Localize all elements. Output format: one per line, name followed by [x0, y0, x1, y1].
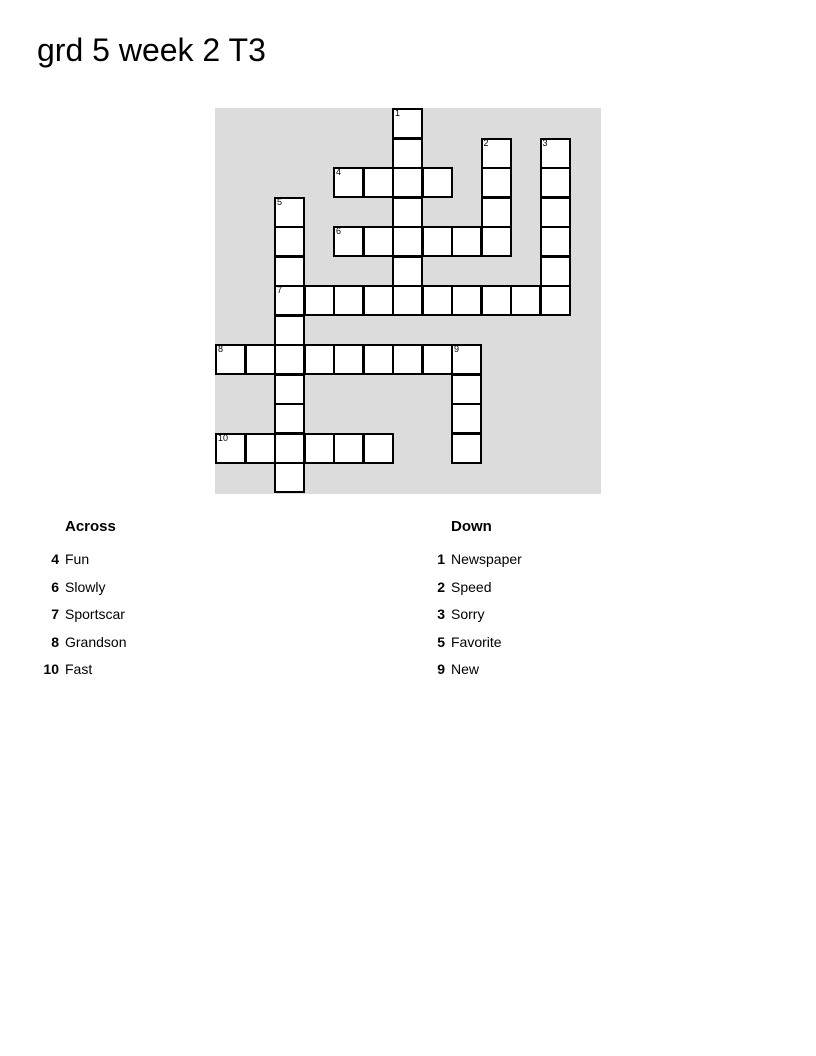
clue-number: 3 — [437, 606, 445, 622]
grid-cell[interactable] — [363, 433, 394, 464]
grid-cell[interactable] — [363, 285, 394, 316]
grid-cell[interactable] — [333, 285, 364, 316]
grid-cell[interactable] — [274, 433, 305, 464]
grid-cell[interactable] — [215, 344, 246, 375]
grid-cell[interactable] — [540, 226, 571, 257]
grid-cell[interactable] — [304, 344, 335, 375]
grid-cell[interactable] — [392, 108, 423, 139]
grid-cell[interactable] — [540, 197, 571, 228]
grid-cell[interactable] — [274, 462, 305, 493]
clue-text: Slowly — [65, 579, 106, 595]
clue-number: 5 — [437, 634, 445, 650]
grid-cell[interactable] — [274, 197, 305, 228]
grid-cell[interactable] — [481, 197, 512, 228]
grid-cell[interactable] — [392, 226, 423, 257]
cell-number: 1 — [395, 108, 401, 118]
clue-text: Newspaper — [451, 551, 522, 567]
clue-number: 7 — [51, 606, 59, 622]
clue-number: 2 — [437, 579, 445, 595]
grid-cell[interactable] — [392, 167, 423, 198]
grid-cell[interactable] — [304, 285, 335, 316]
grid-cell[interactable] — [451, 285, 482, 316]
clue-number: 4 — [51, 551, 59, 567]
clue-text: Favorite — [451, 634, 502, 650]
cell-number: 3 — [542, 137, 548, 148]
cell-number: 6 — [336, 226, 342, 236]
grid-cell[interactable] — [392, 285, 423, 316]
crossword-grid — [215, 108, 601, 494]
grid-cell[interactable] — [422, 285, 453, 316]
cell-number: 4 — [336, 167, 342, 177]
cell-number: 7 — [277, 285, 283, 295]
grid-cell[interactable] — [245, 433, 276, 464]
down-clues — [423, 512, 723, 702]
grid-cell[interactable] — [540, 256, 571, 287]
clue-number: 1 — [437, 551, 445, 567]
grid-cell[interactable] — [451, 433, 482, 464]
grid-cell[interactable] — [540, 167, 571, 198]
clue-text: Speed — [451, 579, 492, 595]
grid-cell[interactable] — [392, 344, 423, 375]
clue-text: Fast — [65, 661, 93, 677]
grid-cell[interactable] — [481, 138, 512, 169]
grid-cell[interactable] — [540, 138, 571, 169]
grid-cell[interactable] — [333, 344, 364, 375]
grid-cell[interactable] — [451, 374, 482, 405]
grid-cell[interactable] — [363, 344, 394, 375]
grid-cell[interactable] — [392, 197, 423, 228]
grid-cell[interactable] — [333, 167, 364, 198]
grid-cell[interactable] — [215, 433, 246, 464]
cell-number: 10 — [218, 432, 229, 443]
clue-text: New — [451, 661, 480, 677]
grid-cell[interactable] — [274, 256, 305, 287]
grid-cell[interactable] — [422, 344, 453, 375]
grid-cell[interactable] — [392, 256, 423, 287]
grid-cell[interactable] — [304, 433, 335, 464]
page-title: grd 5 week 2 T3 — [37, 32, 266, 68]
cell-number: 8 — [218, 344, 224, 354]
grid-cell[interactable] — [481, 226, 512, 257]
clue-text: Sorry — [451, 606, 485, 622]
grid-cell[interactable] — [363, 226, 394, 257]
grid-cell[interactable] — [422, 226, 453, 257]
down-heading: Down — [451, 518, 492, 535]
cell-number: 5 — [277, 196, 283, 207]
grid-cell[interactable] — [333, 226, 364, 257]
grid-cell[interactable] — [274, 226, 305, 257]
grid-cell[interactable] — [481, 285, 512, 316]
across-heading: Across — [65, 518, 116, 535]
clue-number: 6 — [51, 579, 59, 595]
cell-number: 9 — [454, 344, 460, 354]
grid-cell[interactable] — [510, 285, 541, 316]
grid-cell[interactable] — [422, 167, 453, 198]
grid-cell[interactable] — [245, 344, 276, 375]
grid-cell[interactable] — [451, 226, 482, 257]
grid-cell[interactable] — [451, 344, 482, 375]
clue-text: Sportscar — [65, 606, 125, 622]
grid-cell[interactable] — [363, 167, 394, 198]
cell-number: 2 — [483, 137, 489, 148]
grid-cell[interactable] — [274, 315, 305, 346]
grid-cell[interactable] — [274, 285, 305, 316]
across-clues — [37, 512, 337, 702]
grid-cell[interactable] — [451, 403, 482, 434]
grid-cell[interactable] — [481, 167, 512, 198]
grid-cell[interactable] — [274, 403, 305, 434]
clue-text: Fun — [65, 551, 90, 567]
grid-cell[interactable] — [274, 374, 305, 405]
grid-cell[interactable] — [333, 433, 364, 464]
grid-cell[interactable] — [540, 285, 571, 316]
clue-number: 8 — [51, 634, 59, 650]
grid-cell[interactable] — [274, 344, 305, 375]
clue-number: 10 — [43, 661, 59, 677]
grid-cell[interactable] — [392, 138, 423, 169]
clue-number: 9 — [437, 661, 445, 677]
clue-text: Grandson — [65, 634, 127, 650]
